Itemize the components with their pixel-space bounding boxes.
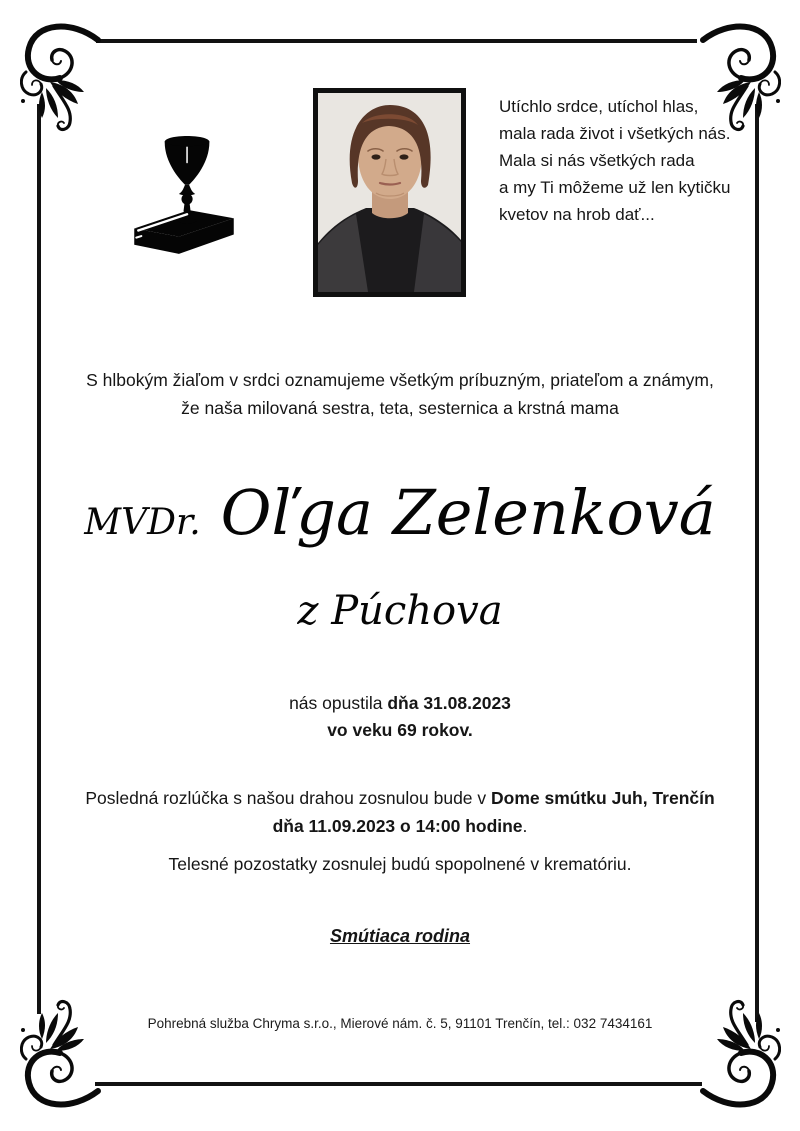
poem-line: a my Ti môžeme už len kytičku — [499, 178, 731, 197]
funeral-intro: Posledná rozlúčka s našou drahou zosnulou bude v — [85, 788, 492, 808]
poem-line: kvetov na hrob dať... — [499, 205, 655, 224]
funeral-place: Dome smútku Juh, Trenčín — [491, 788, 715, 808]
portrait-photo — [313, 88, 466, 297]
frame-left-line — [37, 104, 41, 1014]
poem-line: Utíchlo srdce, utíchol hlas, — [499, 97, 699, 116]
funeral-line-1 — [40, 785, 760, 813]
deceased-name-row — [0, 476, 800, 549]
funeral-details-block — [40, 785, 760, 840]
chalice-on-book-icon — [128, 132, 240, 264]
poem-verse — [499, 93, 749, 228]
deceased-title: MVDr. — [84, 502, 201, 543]
announcement-line: S hlbokým žiaľom v srdci oznamujeme všetkým príbuzným, priateľom a známym, — [86, 370, 714, 390]
flourish-ornament-icon — [696, 994, 781, 1109]
mourning-family-signature: Smútiaca rodina — [329, 926, 471, 946]
deceased-origin: z Púchova — [297, 588, 503, 634]
announcement-text — [40, 366, 760, 422]
flourish-ornament-icon — [20, 22, 105, 137]
death-age: vo veku 69 rokov. — [327, 720, 473, 740]
funeral-line-2 — [40, 813, 760, 841]
funeral-service-footer: Pohrebná služba Chryma s.r.o., Mierové nám. č. 5, 91101 Trenčín, tel.: 032 7434161 — [147, 1016, 653, 1031]
frame-bottom-line — [95, 1082, 702, 1086]
death-date: dňa 31.08.2023 — [387, 693, 511, 713]
death-age-line — [40, 717, 760, 744]
poem-line: Mala si nás všetkých rada — [499, 151, 695, 170]
funeral-datetime: dňa 11.09.2023 o 14:00 hodine — [272, 815, 523, 836]
frame-right-line — [755, 104, 759, 1022]
death-date-line — [40, 690, 760, 717]
cremation-note: Telesné pozostatky zosnulej budú spopolnené v krematóriu. — [168, 854, 632, 874]
announcement-line: že naša milovaná sestra, teta, sesternica a krstná mama — [181, 398, 619, 418]
funeral-period: . — [522, 815, 528, 836]
death-prefix: nás opustila — [289, 693, 388, 713]
poem-line: mala rada život i všetkých nás. — [499, 124, 731, 143]
frame-top-line — [96, 39, 697, 43]
death-date-block — [40, 690, 760, 744]
deceased-name: Oľga Zelenková — [220, 476, 716, 549]
flourish-ornament-icon — [20, 994, 105, 1109]
